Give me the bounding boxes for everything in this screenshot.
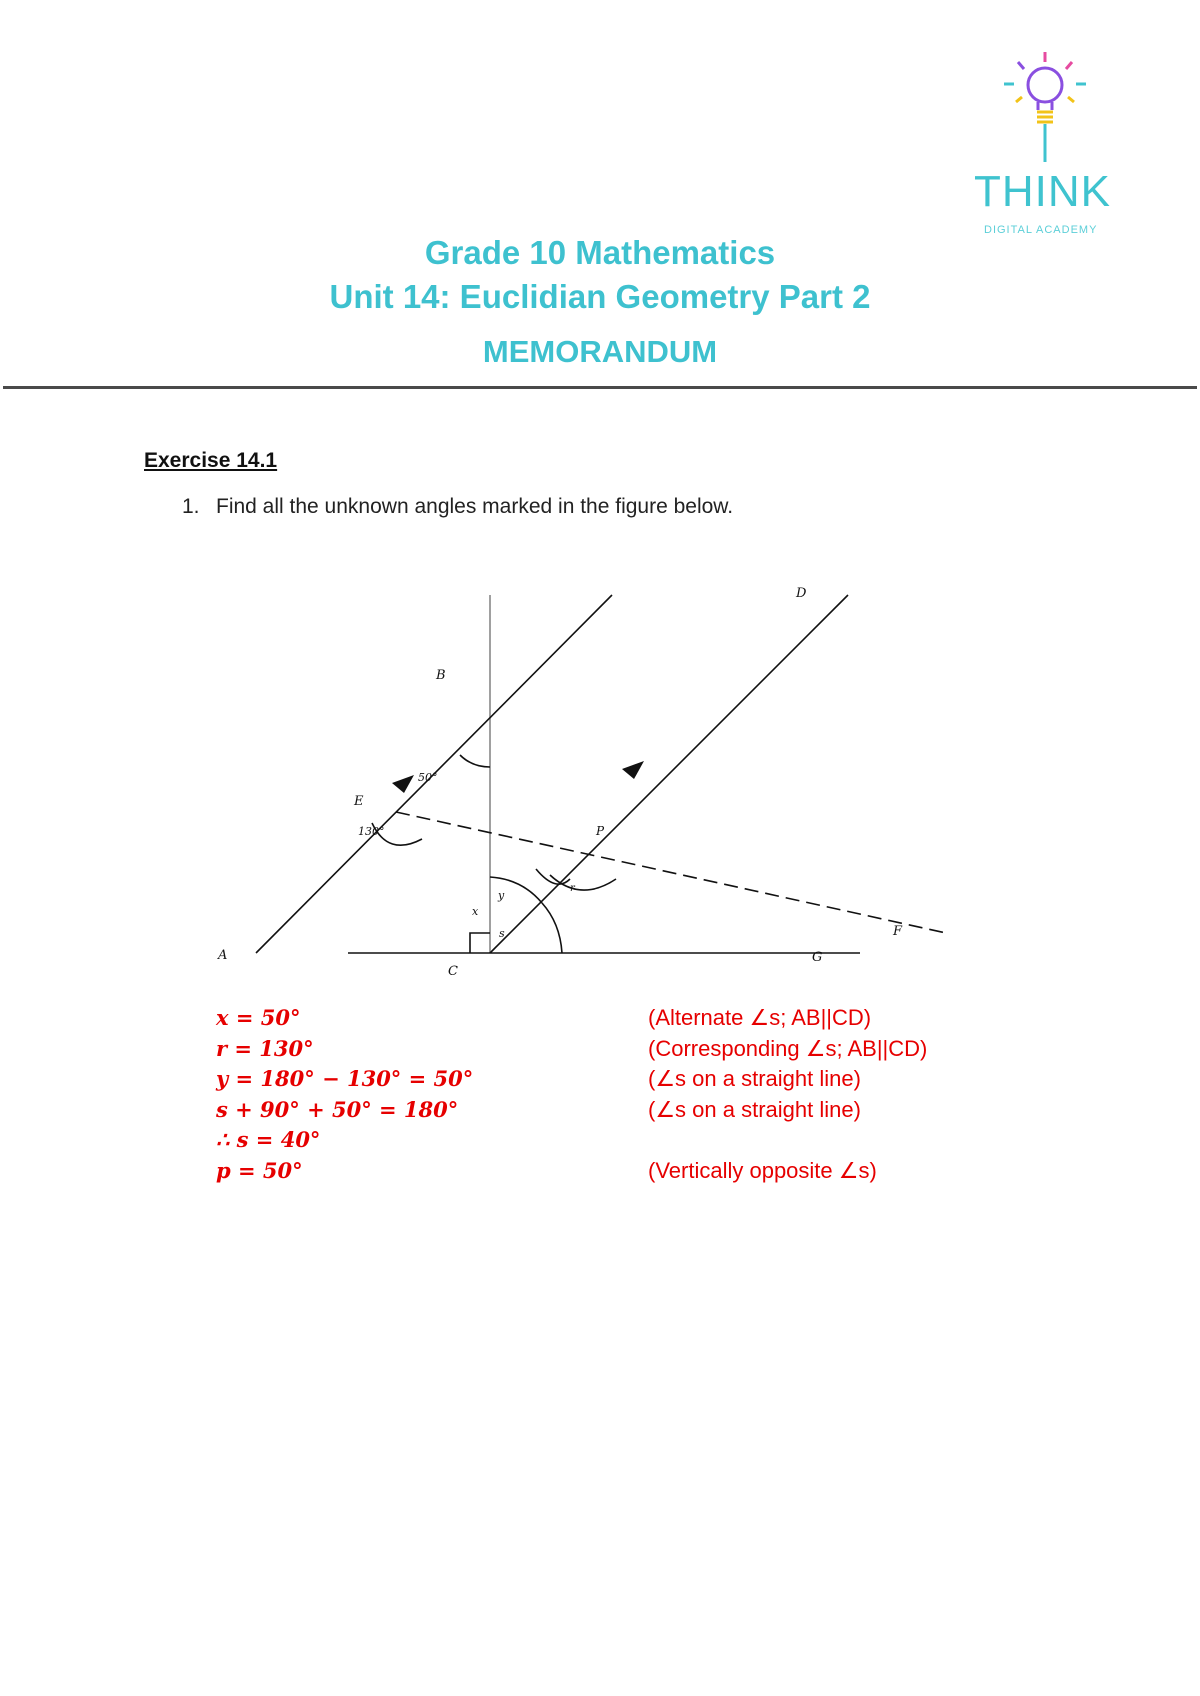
answer-reason: (Alternate ∠s; AB||CD) [648,1005,872,1030]
page-title: Grade 10 Mathematics [424,234,776,271]
answer-reason: (∠s on a straight line) [648,1096,861,1122]
label-angle-r: r [570,883,575,894]
question-item [182,495,733,519]
answer-equation: r = 130° [216,1035,314,1061]
arc-y [536,869,570,884]
answer-equation: x = 50° [216,1005,301,1030]
label-angle-s: s [499,927,505,940]
answer-reason: (∠s on a straight line) [648,1066,861,1091]
answer-equation: ∴ s = 40° [216,1127,321,1152]
lightbulb-icon [960,52,1130,162]
answer-reason: (Vertically opposite ∠s) [648,1157,877,1183]
unit-title: Unit 14: Euclidian Geometry Part 2 [329,278,871,315]
answer-row [216,1158,1016,1189]
label-c: C [448,964,458,979]
label-angle-p: P [596,824,605,838]
document-type: MEMORANDUM [482,334,718,369]
exercise-heading: Exercise 14.1 [144,449,278,472]
label-b: B [436,668,446,683]
answer-equation: y = 180° − 130° = 50° [216,1066,474,1091]
label-g: G [812,950,823,965]
answer-equation: s + 90° + 50° = 180° [216,1096,459,1122]
header-divider [3,386,1197,389]
answer-reason: (Corresponding ∠s; AB||CD) [648,1035,928,1061]
arc-s-at-c [542,903,562,953]
label-f: F [893,924,903,939]
label-e: E [354,794,364,809]
label-a: A [218,948,228,963]
answer-row [216,1005,1016,1036]
label-angle-50: 50° [418,771,438,784]
answer-row [216,1066,1016,1097]
answer-equation: p = 50° [216,1157,303,1183]
label-angle-130: 130° [358,825,385,838]
answer-row [216,1036,1016,1067]
geometry-figure [218,585,1000,979]
right-angle-marker [470,933,490,953]
logo-wordmark: THINK [974,167,1111,216]
think-logo [960,52,1130,236]
parallel-arrow-ab [392,775,414,793]
memo-answers [216,1005,1016,1188]
document-header [0,232,1200,372]
parallel-arrow-cd [622,761,644,779]
logo-subtitle: DIGITAL ACADEMY [984,224,1098,236]
line-ef [396,812,946,933]
label-angle-x: x [472,905,479,918]
arc-50-at-b [460,755,490,767]
answer-row [216,1097,1016,1128]
label-d: D [796,586,807,601]
answer-row [216,1127,1016,1158]
label-angle-y: y [498,889,505,902]
question-number: 1. [182,495,200,518]
arc-p [550,875,616,890]
question-text: Find all the unknown angles marked in the figure below. [216,495,734,518]
